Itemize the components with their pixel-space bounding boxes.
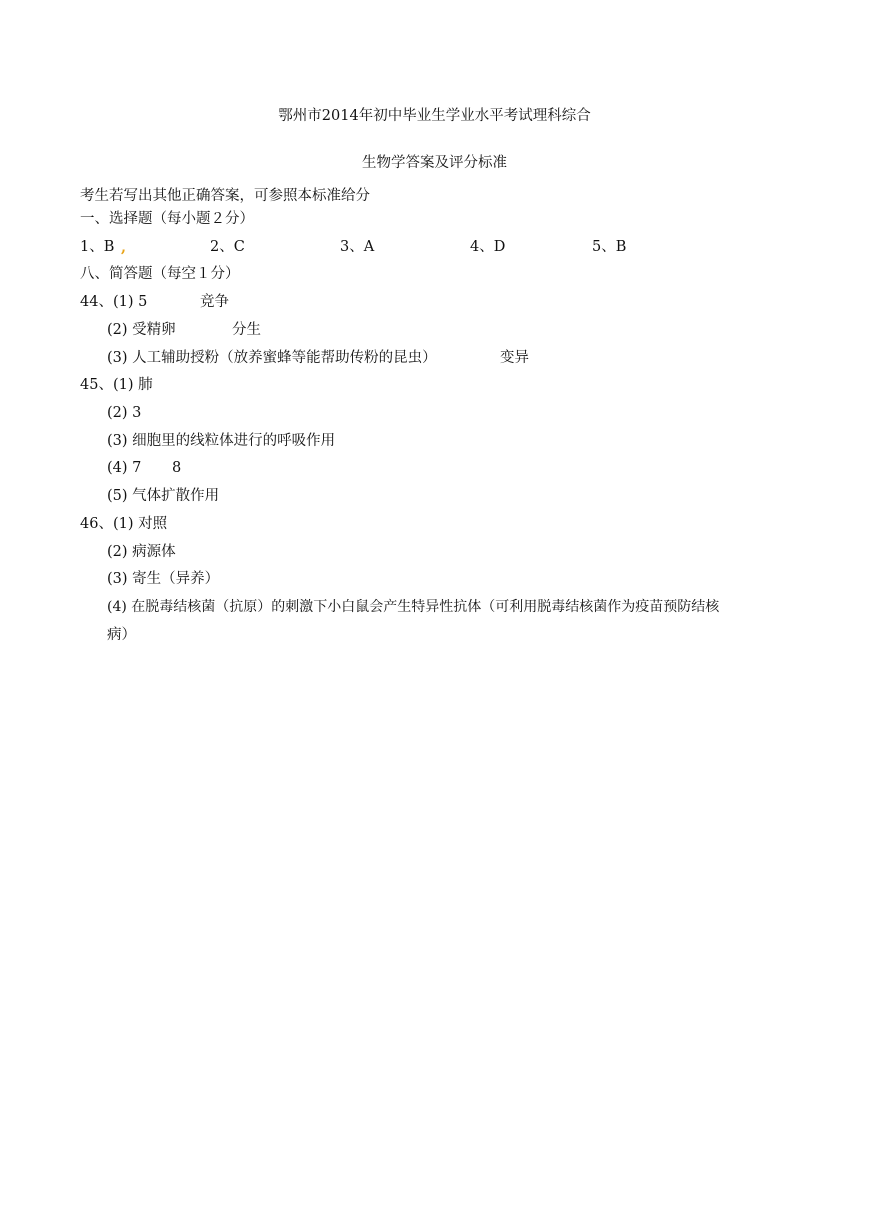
q45-part2: (2) 3 — [107, 405, 142, 421]
mc-answer-4: 4、D — [470, 239, 506, 255]
q46-part4-line1: (4) 在脱毒结核菌（抗原）的刺激下小白鼠会产生特异性抗体（可利用脱毒结核菌作为疫苗预防结核 — [107, 599, 720, 615]
q45-part4-answer-a: (4) 7 — [107, 460, 142, 476]
stray-mark: , — [121, 239, 127, 256]
q46-part3: (3) 寄生（异养） — [107, 571, 220, 587]
q44-part1-answer-a: 44、(1) 5 — [80, 294, 148, 310]
title-line-2: 生物学答案及评分标准 — [362, 155, 507, 171]
q45-part1: 45、(1) 肺 — [80, 377, 153, 393]
mc-answer-5: 5、B — [592, 239, 627, 255]
q44-part2-answer-a: (2) 受精卵 — [107, 322, 176, 338]
q44-part3-answer-b: 变异 — [500, 350, 529, 366]
section2-heading: 八、简答题（每空１分） — [80, 266, 240, 282]
q44-part1-answer-b: 竞争 — [200, 294, 229, 310]
q46-part1: 46、(1) 对照 — [80, 516, 168, 532]
q44-part2-answer-b: 分生 — [232, 322, 261, 338]
section1-heading: 一、选择题（每小题２分） — [80, 211, 254, 227]
scoring-note: 考生若写出其他正确答案，可参照本标准给分 — [80, 188, 370, 204]
q45-part4-answer-b: 8 — [172, 460, 182, 476]
mc-answer-2: 2、C — [210, 239, 245, 255]
q45-part5: (5) 气体扩散作用 — [107, 488, 220, 504]
q45-part3: (3) 细胞里的线粒体进行的呼吸作用 — [107, 433, 336, 449]
q46-part4-line2: 病） — [107, 627, 136, 643]
title-line-1: 鄂州市2014年初中毕业生学业水平考试理科综合 — [278, 108, 591, 124]
q46-part2: (2) 病源体 — [107, 544, 176, 560]
mc-answer-1: 1、B — [80, 239, 115, 255]
mc-answer-3: 3、A — [340, 239, 375, 255]
q44-part3-answer-a: (3) 人工辅助授粉（放养蜜蜂等能帮助传粉的昆虫） — [107, 350, 437, 366]
